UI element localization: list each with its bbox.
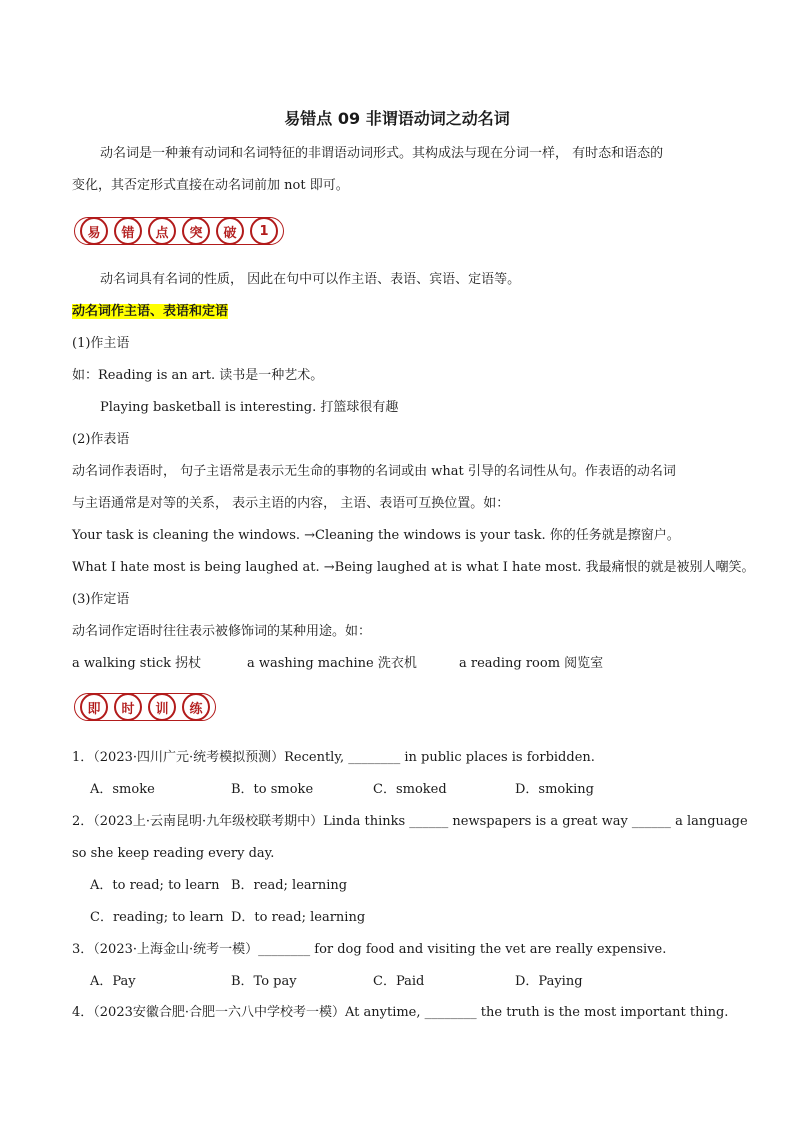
question-1-option-b[interactable]: B．to smoke xyxy=(231,782,314,797)
question-2-option-a[interactable]: A．to read; to learn xyxy=(90,878,220,893)
question-3-option-a[interactable]: A．Pay xyxy=(90,974,136,989)
subheading-attributive: (3)作定语 xyxy=(72,592,130,607)
subheading-subject: (1)作主语 xyxy=(72,336,130,351)
section-badge-error-point-1 xyxy=(74,214,284,248)
question-3-option-b[interactable]: B．To pay xyxy=(231,974,297,989)
badge-char: 破 xyxy=(216,217,244,245)
question-1-stem: 1．（2023·四川广元·统考模拟预测）Recently, ________ in public places is forbidden. xyxy=(72,750,595,765)
question-1-option-d[interactable]: D．smoking xyxy=(515,782,594,797)
example-subject-2: Playing basketball is interesting. 打篮球很有趣 xyxy=(100,400,399,415)
attributive-para: 动名词作定语时往往表示被修饰词的某种用途。如： xyxy=(72,624,372,639)
section1-heading-wrap xyxy=(72,303,228,321)
question-3-option-d[interactable]: D．Paying xyxy=(515,974,583,989)
example-subject-1: 如：Reading is an art. 读书是一种艺术。 xyxy=(72,368,324,383)
badge-char: 点 xyxy=(148,217,176,245)
attributive-example: a reading room 阅览室 xyxy=(459,656,604,671)
attributive-example: a washing machine 洗衣机 xyxy=(247,656,417,671)
question-2-stem: 2．（2023上·云南昆明·九年级校联考期中）Linda thinks ______ newspapers is a great way ______ a language xyxy=(72,814,748,829)
badge-char: 1 xyxy=(250,217,278,245)
question-3-stem: 3．（2023·上海金山·统考一模）________ for dog food and visiting the vet are really expensive. xyxy=(72,942,667,957)
predicative-para-2: 与主语通常是对等的关系， 表示主语的内容， 主语、表语可互换位置。如： xyxy=(72,496,510,511)
question-1-option-c[interactable]: C．smoked xyxy=(373,782,447,797)
question-2-option-b[interactable]: B．read; learning xyxy=(231,878,348,893)
section1-heading: 动名词作主语、表语和定语 xyxy=(72,304,229,319)
question-1-option-a[interactable]: A．smoke xyxy=(90,782,155,797)
question-4-stem: 4．（2023安徽合肥·合肥一六八中学校考一模）At anytime, ________ the truth is the most important thing. xyxy=(72,1005,729,1020)
badge-char: 错 xyxy=(114,217,142,245)
badge-char: 时 xyxy=(114,693,142,721)
intro-line-2: 变化，其否定形式直接在动名词前加 not 即可。 xyxy=(72,178,349,193)
question-2-option-c[interactable]: C．reading; to learn xyxy=(90,910,224,925)
badge-char: 练 xyxy=(182,693,210,721)
example-predicative-2: What I hate most is being laughed at. →Being laughed at is what I hate most. 我最痛恨的就是被别人嘲笑。 xyxy=(72,560,755,575)
badge-char: 训 xyxy=(148,693,176,721)
section-badge-practice xyxy=(74,690,216,724)
subheading-predicative: (2)作表语 xyxy=(72,432,130,447)
attributive-example: a walking stick 拐杖 xyxy=(72,656,202,671)
section1-intro: 动名词具有名词的性质， 因此在句中可以作主语、表语、宾语、定语等。 xyxy=(100,272,521,287)
badge-char: 易 xyxy=(80,217,108,245)
example-predicative-1: Your task is cleaning the windows. →Cleaning the windows is your task. 你的任务就是擦窗户。 xyxy=(72,528,680,543)
badge-char: 突 xyxy=(182,217,210,245)
predicative-para-1: 动名词作表语时， 句子主语常是表示无生命的事物的名词或由 what 引导的名词性从句。作表语的动名词 xyxy=(72,464,676,479)
intro-line-1: 动名词是一种兼有动词和名词特征的非谓语动词形式。其构成法与现在分词一样， 有时态和语态的 xyxy=(100,146,664,161)
question-3-option-c[interactable]: C．Paid xyxy=(373,974,425,989)
question-2-option-d[interactable]: D．to read; learning xyxy=(231,910,366,925)
badge-char: 即 xyxy=(80,693,108,721)
page-title: 易错点 09 非谓语动词之动名词 xyxy=(284,109,510,128)
question-2-stem-cont: so she keep reading every day. xyxy=(72,846,275,861)
